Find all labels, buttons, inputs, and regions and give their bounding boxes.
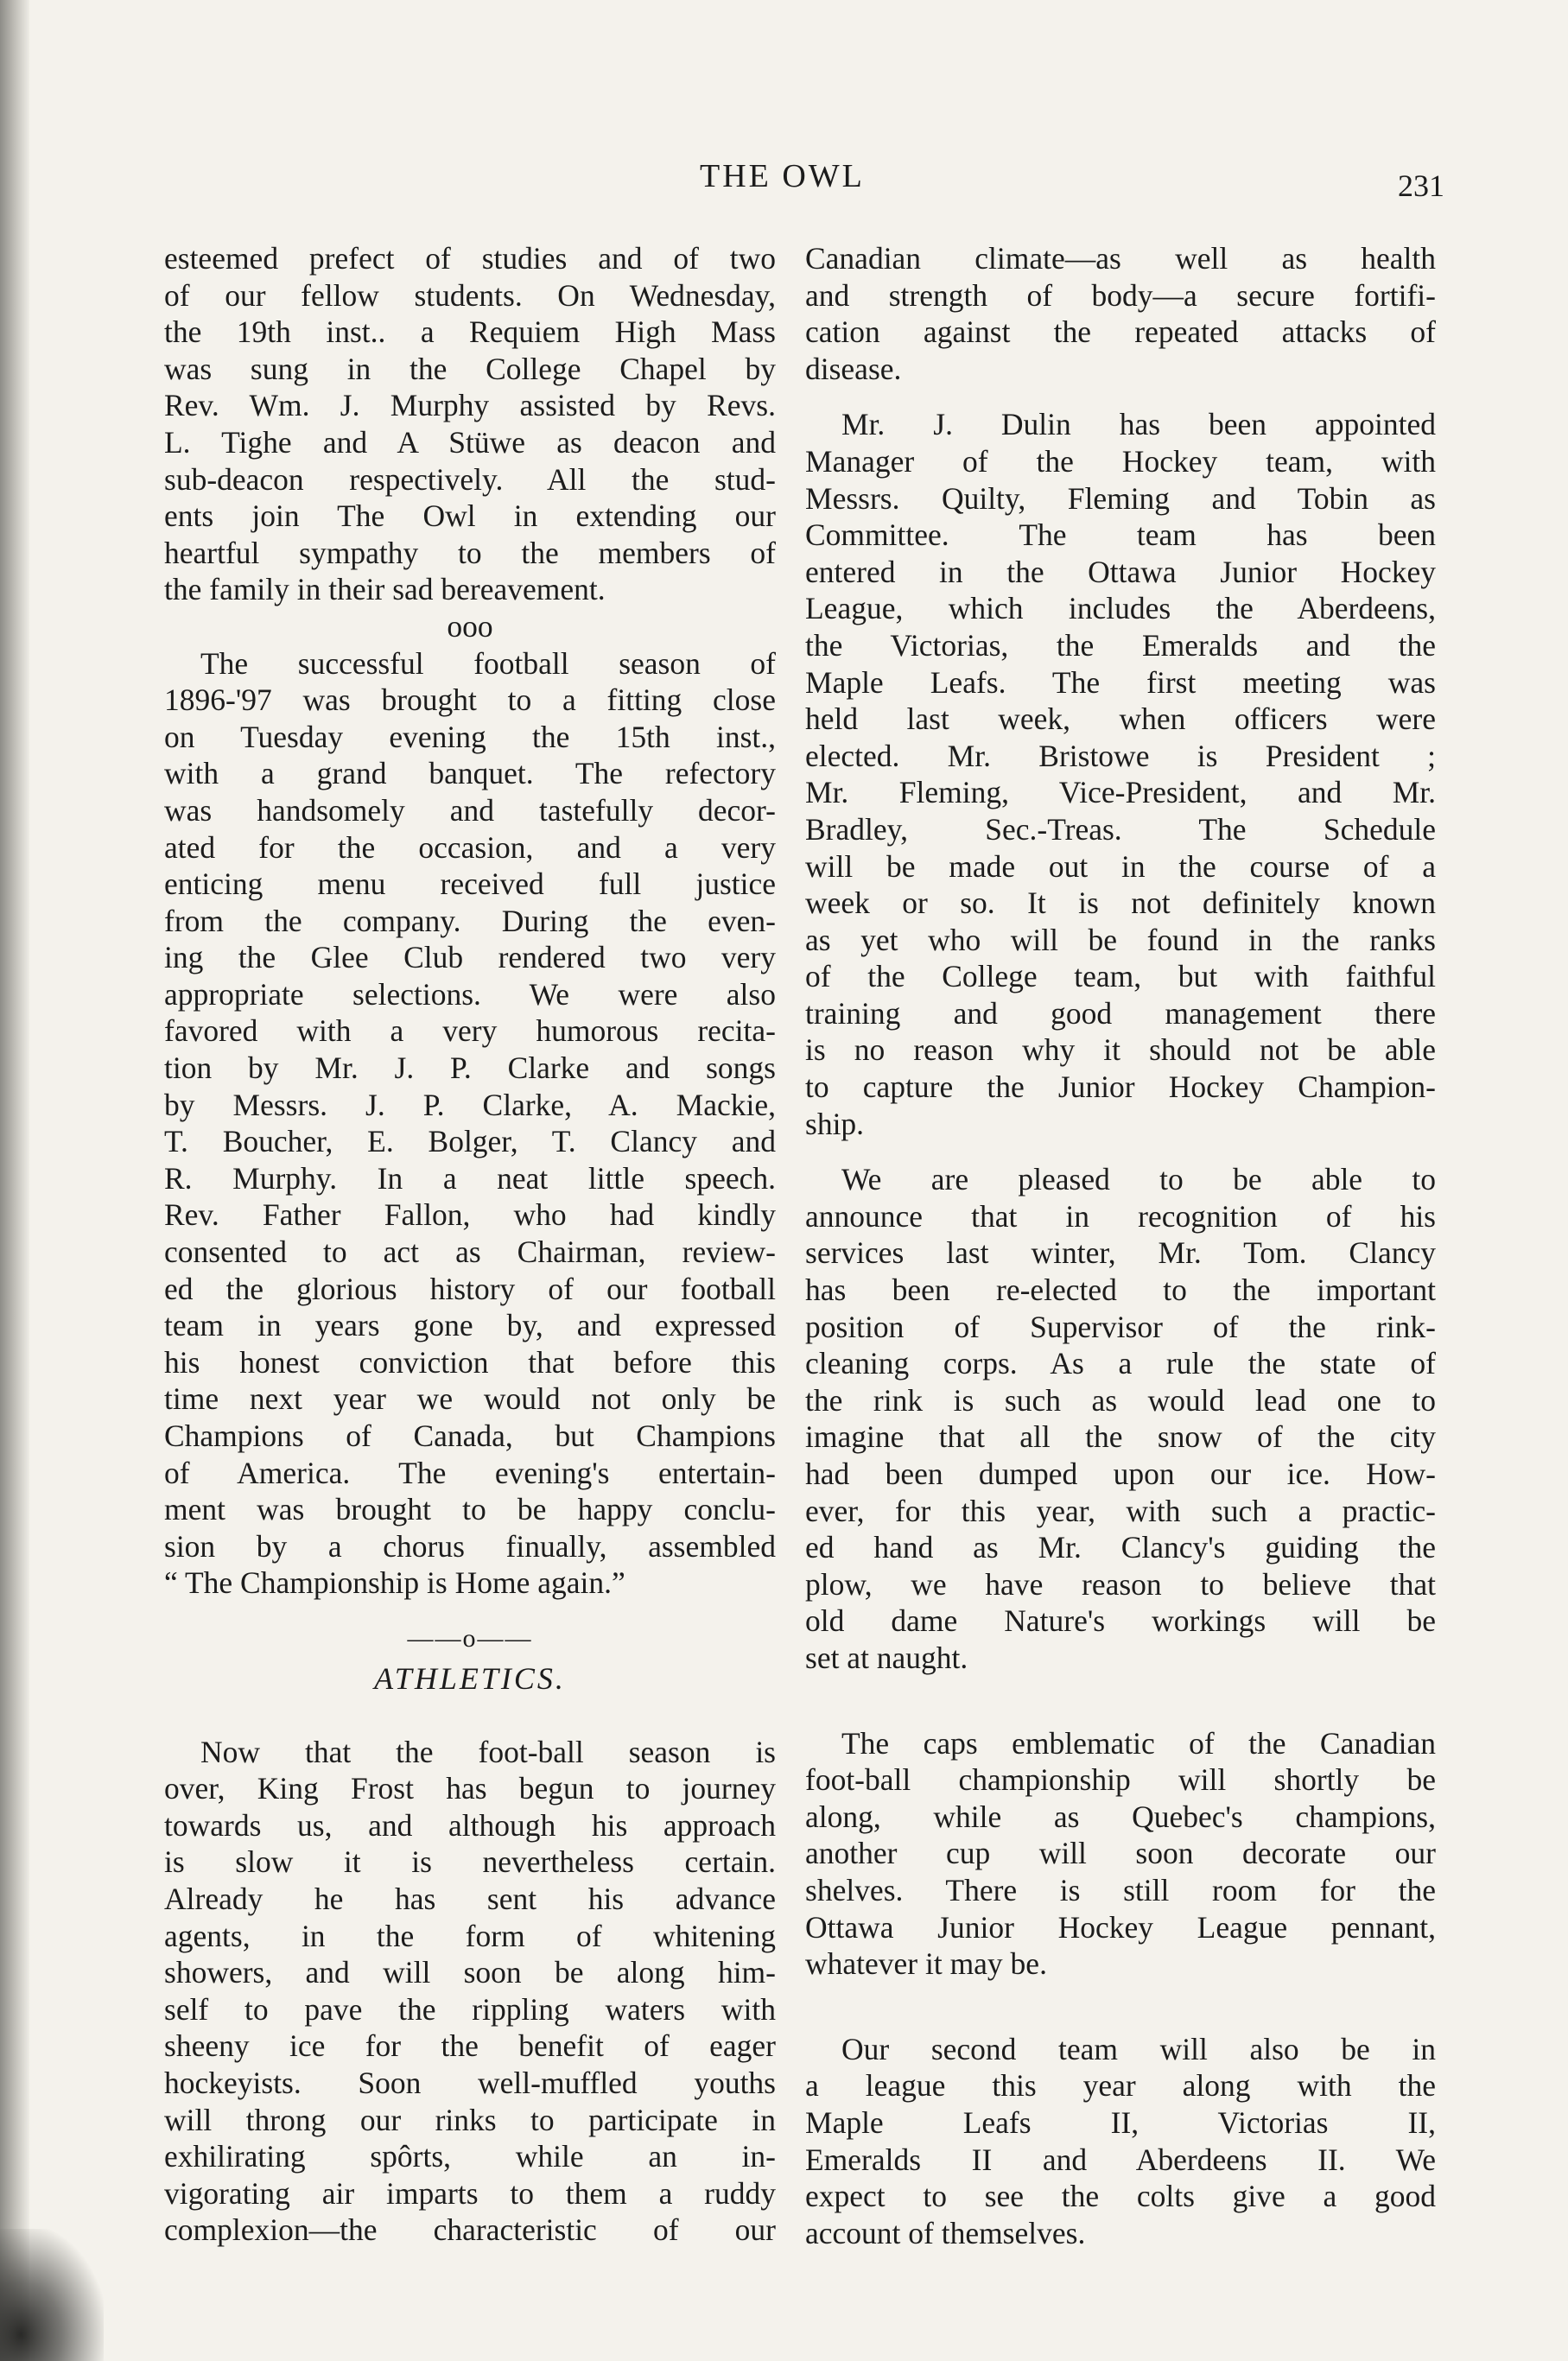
text-line: the rink is such as would lead one to — [805, 1382, 1436, 1418]
paragraph-caps — [805, 1725, 1436, 1983]
text-line: Canadian climate—as well as health — [805, 241, 1436, 276]
text-line: the 19th inst.. a Requiem High Mass — [164, 314, 776, 350]
text-line: shelves. There is still room for the — [805, 1872, 1436, 1907]
text-line: The caps emblematic of the Canadian — [841, 1725, 1436, 1761]
text-line: complexion—the characteristic of our — [164, 2212, 776, 2248]
text-line: whatever it may be. — [805, 1946, 1047, 1982]
paragraph-requiem — [164, 240, 776, 608]
text-line: esteemed prefect of studies and of two — [164, 241, 776, 276]
text-line: ated for the occasion, and a very — [164, 829, 776, 865]
text-line: ents join The Owl in extending our — [164, 498, 776, 534]
text-line: showers, and will soon be along him- — [164, 1955, 776, 1990]
text-line: towards us, and although his approach — [164, 1807, 776, 1843]
text-line: the family in their sad bereavement. — [164, 572, 606, 607]
page-header — [0, 157, 1568, 209]
text-line: Already he has sent his advance — [164, 1881, 776, 1916]
text-line: the Victorias, the Emeralds and the — [805, 627, 1436, 663]
section-divider: ——o—— — [407, 1623, 533, 1653]
text-line: with a grand banquet. The refectory — [164, 756, 776, 791]
text-line: services last winter, Mr. Tom. Clancy — [805, 1235, 1436, 1271]
ink-blot — [0, 2229, 104, 2361]
text-line: Our second team will also be in — [841, 2031, 1436, 2066]
text-line: of our fellow students. On Wednesday, — [164, 277, 776, 313]
text-line: by Messrs. J. P. Clarke, A. Mackie, — [164, 1087, 776, 1122]
text-line: sion by a chorus finually, assembled — [164, 1528, 776, 1564]
text-line: plow, we have reason to believe that — [805, 1566, 1436, 1602]
text-line: R. Murphy. In a neat little speech. — [164, 1160, 776, 1196]
text-line: “ The Championship is Home again.” — [164, 1565, 625, 1601]
text-line: announce that in recognition of his — [805, 1198, 1436, 1234]
text-line: was sung in the College Chapel by — [164, 351, 776, 386]
text-line: ship. — [805, 1106, 865, 1141]
text-line: to capture the Junior Hockey Champion- — [805, 1069, 1436, 1105]
text-line: Rev. Wm. J. Murphy assisted by Revs. — [164, 388, 776, 423]
text-line: hockeyists. Soon well-muffled youths — [164, 2065, 776, 2100]
text-line: imagine that all the snow of the city — [805, 1419, 1436, 1455]
text-line: was handsomely and tastefully decor- — [164, 792, 776, 828]
text-line: is no reason why it should not be able — [805, 1032, 1436, 1068]
paragraph-football-banquet — [164, 645, 776, 1602]
text-line: ed hand as Mr. Clancy's guiding the — [805, 1530, 1436, 1565]
text-line: heartful sympathy to the members of — [164, 535, 776, 570]
text-line: Champions of Canada, but Champions — [164, 1419, 776, 1453]
text-line: Messrs. Quilty, Fleming and Tobin as — [805, 480, 1436, 516]
text-line: consented to act as Chairman, review- — [164, 1234, 776, 1270]
text-line: time next year we would not only be — [164, 1381, 776, 1417]
text-line: ed the glorious history of our football — [164, 1271, 776, 1306]
right-column — [805, 240, 1436, 2251]
paragraph-tom-clancy — [805, 1161, 1436, 1676]
page-number: 231 — [1398, 168, 1444, 203]
text-line: as yet who will be found in the ranks — [805, 922, 1436, 957]
text-line: elected. Mr. Bristowe is President ; — [805, 738, 1436, 773]
text-line: his honest conviction that before this — [164, 1344, 776, 1380]
text-line: 1896-'97 was brought to a fitting close — [164, 682, 776, 718]
text-line: another cup will soon decorate our — [805, 1836, 1436, 1871]
text-line: account of themselves. — [805, 2215, 1086, 2250]
separator-ooo: ooo — [447, 608, 493, 644]
text-line: agents, in the form of whitening — [164, 1918, 776, 1953]
text-line: over, King Frost has begun to journey — [164, 1771, 776, 1806]
text-line: Mr. Fleming, Vice-President, and Mr. — [805, 775, 1436, 810]
text-line: a league this year along with the — [805, 2068, 1436, 2104]
text-line: Manager of the Hockey team, with — [805, 443, 1436, 479]
text-line: disease. — [805, 351, 902, 386]
section-heading-athletics: ATHLETICS. — [374, 1660, 566, 1696]
text-line: set at naught. — [805, 1640, 968, 1675]
text-line: Bradley, Sec.-Treas. The Schedule — [805, 811, 1436, 847]
text-line: of America. The evening's entertain- — [164, 1455, 776, 1490]
text-line: entered in the Ottawa Junior Hockey — [805, 554, 1436, 589]
text-line: held last week, when officers were — [805, 701, 1436, 737]
text-line: L. Tighe and A Stüwe as deacon and — [164, 424, 776, 460]
text-line: We are pleased to be able to — [841, 1162, 1436, 1197]
scanned-page-edge — [0, 0, 29, 2361]
text-line: expect to see the colts give a good — [805, 2179, 1436, 2214]
text-line: exhilirating spôrts, while an in- — [164, 2139, 776, 2174]
text-line: sheeny ice for the benefit of eager — [164, 2028, 776, 2064]
text-line: Now that the foot-ball season is — [200, 1734, 776, 1769]
text-line: Ottawa Junior Hockey League pennant, — [805, 1909, 1436, 1945]
text-line: of the College team, but with faithful — [805, 959, 1436, 994]
text-line: is slow it is nevertheless certain. — [164, 1844, 776, 1880]
text-line: had been dumped upon our ice. How- — [805, 1457, 1436, 1491]
text-line: tion by Mr. J. P. Clarke and songs — [164, 1050, 776, 1086]
text-line: has been re-elected to the important — [805, 1273, 1436, 1308]
text-line: favored with a very humorous recita- — [164, 1013, 776, 1049]
text-line: Maple Leafs. The first meeting was — [805, 664, 1436, 700]
text-line: will throng our rinks to participate in — [164, 2102, 776, 2137]
text-line: will be made out in the course of a — [805, 848, 1436, 884]
text-line: team in years gone by, and expressed — [164, 1308, 776, 1343]
text-line: on Tuesday evening the 15th inst., — [164, 719, 776, 754]
paragraph-second-team — [805, 2031, 1436, 2252]
text-line: self to pave the rippling waters with — [164, 1991, 776, 2027]
left-column — [164, 240, 776, 2249]
text-line: sub-deacon respectively. All the stud- — [164, 461, 776, 497]
text-line: ing the Glee Club rendered two very — [164, 940, 776, 975]
text-line: training and good management there — [805, 995, 1436, 1031]
text-line: ment was brought to be happy conclu- — [164, 1492, 776, 1527]
paragraph-hockey-manager — [805, 406, 1436, 1142]
paragraph-king-frost — [164, 1734, 776, 2249]
text-line: from the company. During the even- — [164, 903, 776, 938]
text-line: week or so. It is not definitely known — [805, 885, 1436, 921]
text-line: League, which includes the Aberdeens, — [805, 591, 1436, 626]
text-line: Committee. The team has been — [805, 517, 1436, 553]
paragraph-climate — [805, 240, 1436, 387]
text-line: enticing menu received full justice — [164, 866, 776, 902]
text-line: appropriate selections. We were also — [164, 976, 776, 1012]
running-title: THE OWL — [700, 158, 865, 194]
text-line: Emeralds II and Aberdeens II. We — [805, 2142, 1436, 2177]
text-line: old dame Nature's workings will be — [805, 1603, 1436, 1639]
text-line: vigorating air imparts to them a ruddy — [164, 2175, 776, 2211]
text-line: ever, for this year, with such a practic- — [805, 1493, 1436, 1528]
text-line: Rev. Father Fallon, who had kindly — [164, 1197, 776, 1233]
text-line: position of Supervisor of the rink- — [805, 1309, 1436, 1344]
text-line: and strength of body—a secure fortifi- — [805, 277, 1436, 313]
text-line: cleaning corps. As a rule the state of — [805, 1346, 1436, 1381]
text-line: along, while as Quebec's champions, — [805, 1799, 1436, 1834]
text-line: foot-ball championship will shortly be — [805, 1762, 1436, 1798]
text-line: Maple Leafs II, Victorias II, — [805, 2104, 1436, 2140]
text-line: The successful football season of — [200, 645, 776, 681]
text-line: T. Boucher, E. Bolger, T. Clancy and — [164, 1124, 776, 1159]
text-line: Mr. J. Dulin has been appointed — [841, 407, 1436, 442]
text-line: cation against the repeated attacks of — [805, 314, 1436, 350]
